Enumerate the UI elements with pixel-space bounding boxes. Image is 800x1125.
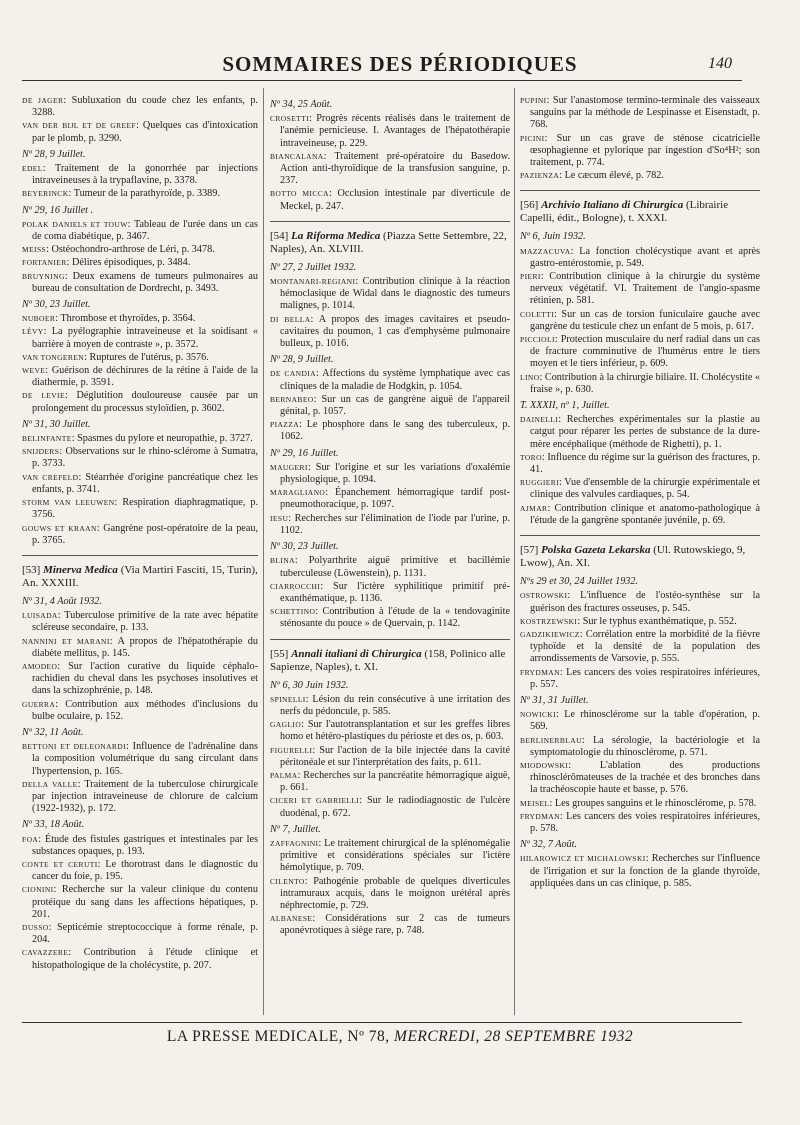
article-text: : Le thorotrast dans le diagnostic du cancer du foie, p. 195. xyxy=(32,858,258,883)
article-text: : Sur l'action de la bile injectée dans la cavité péritonéale et sur l'interprétation des faits, p. 611. xyxy=(280,744,510,768)
article-text: : Le rhinosclérome sur la table d'opération, p. 569. xyxy=(530,709,760,733)
issue-heading: Nº 30, 23 Juillet. xyxy=(22,299,91,311)
article-entry xyxy=(270,487,510,511)
article-entry xyxy=(520,629,760,666)
article-entry xyxy=(22,610,258,634)
article-entry xyxy=(22,636,258,660)
article-entry xyxy=(270,276,510,313)
article-author: EDEL xyxy=(22,164,43,174)
article-author: PIAZZA xyxy=(270,420,300,430)
article-author: ZAFFAGNINI xyxy=(270,838,319,848)
article-author: SNIJDERS xyxy=(22,447,60,457)
journal-heading xyxy=(520,199,760,225)
article-entry xyxy=(22,219,258,243)
article-text: : La sérologie, la bactériologie et la symptomatologie du rhinosclérome, p. 571. xyxy=(530,734,760,758)
article-entry xyxy=(520,372,760,396)
article-author: CONTE ET CERUTI xyxy=(22,859,98,869)
section-separator xyxy=(520,190,760,191)
article-text: : Sur un cas de torsion funiculaire gauche avec gangrène du testicule chez un enfant de 5 mois, p. 617. xyxy=(530,308,760,332)
article-text: : Observations sur le rhino-sclérome à Sumatra, p. 3733. xyxy=(32,446,258,470)
article-entry xyxy=(270,694,510,718)
journal-details: (Ul. Rutowskiego, 9, Lwow), An. XI. xyxy=(520,544,746,570)
article-text: : Contribution clinique à la réaction hémoclasique de Widal dans le diagnostic des tumeurs malignes, p. 1014. xyxy=(280,276,510,312)
article-entry xyxy=(22,472,258,496)
article-entry xyxy=(22,95,258,119)
journal-details: (158, Polinico alle Sapienze, Naples), t. XI. xyxy=(270,647,506,673)
journal-heading xyxy=(22,564,258,590)
column-middle xyxy=(270,95,510,939)
article-text: : Ruptures de l'utérus, p. 3576. xyxy=(84,351,209,363)
issue-heading: Nº 6, Juin 1932. xyxy=(520,231,586,243)
article-author: BEYERINCK xyxy=(22,189,69,199)
article-author: STORM VAN LEEUWEN xyxy=(22,498,115,508)
article-author: CIARROCCHI xyxy=(270,581,321,591)
article-entry xyxy=(22,922,258,946)
article-author: BERNABEO xyxy=(270,394,314,404)
article-author: ALBANESE xyxy=(270,914,313,924)
article-text: : Les cancers des voies respiratoires inférieures, p. 557. xyxy=(530,666,760,690)
article-entry xyxy=(22,699,258,723)
article-entry xyxy=(270,314,510,351)
article-entry xyxy=(22,326,258,350)
article-entry xyxy=(22,188,258,200)
column-divider xyxy=(514,88,515,1015)
article-text: : Délires épisodiques, p. 3484. xyxy=(66,257,191,269)
footer-date: MERCREDI, 28 SEPTEMBRE xyxy=(394,1028,596,1045)
issue-heading: Nº 31, 4 Août 1932. xyxy=(22,595,102,607)
article-author: PAZIENZA xyxy=(520,171,560,181)
article-text: : Sur l'ictère syphilitique primitif pré-exanthématique, p. 1136. xyxy=(280,580,510,604)
article-entry xyxy=(270,394,510,418)
article-entry xyxy=(270,606,510,630)
article-text: : Le traitement chirurgical de la splénomégalie primitive et considérations spéciales sur l'ictère hémolytique, p. 709. xyxy=(280,837,510,874)
article-entry xyxy=(270,513,510,537)
article-author: NUBOER xyxy=(22,314,56,324)
issue-heading: Nº 32, 7 Août. xyxy=(520,839,578,851)
journal-title: Minerva Medica xyxy=(43,563,118,576)
article-entry xyxy=(22,497,258,521)
article-text: : Considérations sur 2 cas de tumeurs aponévrotiques à siège rare, p. 748. xyxy=(280,913,510,937)
article-author: AMODEO xyxy=(22,661,58,671)
article-author: SPINELLI xyxy=(270,694,306,704)
article-text: : Sur un cas grave de sténose cicatricielle œsophagienne et pylorique par ingestion d'So⁴H²; son traitement, p. 774. xyxy=(530,132,760,169)
issue-heading: Nº 28, 9 Juillet. xyxy=(270,354,334,366)
article-entry xyxy=(22,834,258,858)
issue-heading: Nº 29, 16 Juillet . xyxy=(22,204,94,216)
article-author: DE LEVIE xyxy=(22,391,65,401)
article-entry xyxy=(520,246,760,270)
article-entry xyxy=(520,853,760,890)
article-author: CICERI ET GABRIELLI xyxy=(270,796,360,806)
article-entry xyxy=(22,244,258,256)
article-entry xyxy=(270,770,510,794)
column-left xyxy=(22,95,258,973)
journal-title: Annali italiani di Chirurgica xyxy=(291,647,422,660)
column-divider xyxy=(263,88,264,1015)
article-author: PICCIOLI xyxy=(520,335,555,345)
article-text: : A propos des images cavitaires et pseudo-cavitaires du poumon, 1 cas d'emphysème pulmonaire bulleux, p. 1016. xyxy=(280,313,510,350)
article-text: : Traitement de la gonorrhée par injections intraveineuses à la trypaflavine, p. 3378. xyxy=(32,163,258,187)
article-entry xyxy=(520,309,760,333)
section-separator xyxy=(270,221,510,222)
issue-heading: Nº 29, 16 Juillet. xyxy=(270,447,339,459)
article-entry xyxy=(22,313,258,325)
article-author: MEISS xyxy=(22,245,47,255)
article-text: : Sur l'action curative du liquide céphalo-rachidien du cheval dans les psychoses insolutives et dans la schizophrénie, p. 148. xyxy=(32,660,258,697)
article-entry xyxy=(22,120,258,144)
issue-heading: Nº 33, 18 Août. xyxy=(22,819,85,831)
article-entry xyxy=(22,741,258,778)
article-entry xyxy=(270,368,510,392)
article-text: : Épanchement hémorragique tardif post-pneumothoracique, p. 1097. xyxy=(280,487,510,511)
article-text: : Recherches sur l'élimination de l'iode par l'urine, p. 1102. xyxy=(280,512,510,536)
article-entry xyxy=(520,477,760,501)
article-entry xyxy=(520,414,760,451)
article-author: AJMAR xyxy=(520,503,548,513)
article-text: : Le phosphore dans le sang des tuberculeux, p. 1062. xyxy=(280,419,510,443)
article-author: MARAGLIANO xyxy=(270,488,326,498)
article-author: FORTANIER xyxy=(22,258,67,268)
issue-heading: Nº 31, 30 Juillet. xyxy=(22,418,91,430)
article-author: OSTROWSKI xyxy=(520,591,568,601)
article-text: : Polyarthrite aiguë primitive et bacillémie tuberculeuse (Löwenstein), p. 1131. xyxy=(280,555,510,579)
journal-heading xyxy=(270,230,510,256)
article-text: : L'influence de l'ostéo-synthèse sur la guérison des fractures osseuses, p. 545. xyxy=(530,590,760,614)
article-author: NOWICKI xyxy=(520,710,557,720)
journal-details: (Via Martiri Fasciti, 15, Turin), An. XXXIII. xyxy=(22,563,258,589)
article-entry xyxy=(22,271,258,295)
article-entry xyxy=(520,95,760,132)
article-text: : Vue d'ensemble de la chirurgie expérimentale et clinique des valvules cardiaques, p. 54. xyxy=(530,477,760,501)
article-entry xyxy=(22,365,258,389)
footer xyxy=(0,1028,800,1046)
article-author: GAGLIO xyxy=(270,720,302,730)
article-entry xyxy=(270,745,510,769)
article-author: DI BELLA xyxy=(270,314,311,324)
article-text: : Recherches expérimentales sur la plastie au catgut pour réparer les pertes de substance de la dure-mère encéphalique (méthode de Righetti), p. 1. xyxy=(530,414,760,450)
article-author: NANNINI ET MARANI xyxy=(22,636,110,646)
article-text: : Protection musculaire du nerf radial dans un cas de fracture comminutive de l'humérus entre le tiers moyen et le tiers inférieur, p. 609. xyxy=(530,334,760,370)
article-author: MIODOWSKI xyxy=(520,760,569,770)
article-entry xyxy=(520,271,760,308)
article-text: : Deux examens de tumeurs pulmonaires au bureau de consultation de Dordrecht, p. 3493. xyxy=(32,270,258,294)
article-text: : Déglutition douloureuse causée par un prolongement du processus styloïdien, p. 3602. xyxy=(32,390,259,414)
footer-publication: LA PRESSE MEDICALE, Nº 78, xyxy=(166,1028,390,1045)
article-entry xyxy=(520,133,760,170)
article-author: DAINELLI xyxy=(520,415,559,425)
article-text: : Corrélation entre la morbidité de la fièvre typhoïde et la densité de la population des arrondissements de Varsovie, p. 555. xyxy=(530,628,760,665)
article-author: CILENTO xyxy=(270,876,305,886)
section-separator xyxy=(270,639,510,640)
article-author: FIGURELLI xyxy=(270,745,313,755)
article-author: CAVAZZERE xyxy=(22,948,69,958)
article-entry xyxy=(22,433,258,445)
journal-heading xyxy=(520,544,760,570)
article-text: : Sur l'autotransplantation et sur les greffes libres homo et hétéro-plastiques du périoste et des os, p. 603. xyxy=(280,719,510,743)
article-entry xyxy=(520,811,760,835)
article-entry xyxy=(270,151,510,188)
article-text: : Lésion du rein consécutive à une irritation des nerfs du pédoncule, p. 585. xyxy=(280,693,510,717)
article-author: DUSSO xyxy=(22,922,49,932)
article-text: : Sur le radiodiagnostic de l'ulcère duodénal, p. 672. xyxy=(280,795,510,819)
article-author: MEISEL xyxy=(520,798,550,808)
article-author: CROSETTI xyxy=(270,114,310,124)
issue-heading: Nº 27, 2 Juillet 1932. xyxy=(270,261,357,273)
article-author: PALMA xyxy=(270,770,298,780)
column-right xyxy=(520,95,760,891)
article-entry xyxy=(520,735,760,759)
article-author: KOSTRZEWSKI xyxy=(520,616,578,626)
issue-heading: Nºs 29 et 30, 24 Juillet 1932. xyxy=(520,576,639,588)
article-text: : Stéarrhée d'origine pancréatique chez les enfants, p. 3741. xyxy=(32,471,258,495)
article-entry xyxy=(22,884,258,921)
article-author: COLETTI xyxy=(520,309,555,319)
article-text: : Contribution aux méthodes d'inclusions du bulbe oculaire, p. 152. xyxy=(32,698,258,722)
article-text: : Occlusion intestinale par diverticule de Meckel, p. 247. xyxy=(280,188,510,212)
article-text: : Progrès récents réalisés dans le traitement de l'anémie pernicieuse. I. Avantages de l'hépatothérapie intraveineuse, p. 229. xyxy=(280,113,510,149)
article-text: : Influence de l'adrénaline dans la composition volumétrique du sang circulant dans l'hypertension, p. 165. xyxy=(32,741,258,777)
journal-number: [53] xyxy=(22,563,41,576)
article-text: : Quelques cas d'intoxication par le plomb, p. 3290. xyxy=(32,120,258,144)
article-entry xyxy=(22,523,258,547)
article-text: : Le cæcum élevé, p. 782. xyxy=(559,170,664,182)
article-entry xyxy=(22,352,258,364)
issue-heading: T. XXXII, nº 1, Juillet. xyxy=(520,400,610,412)
article-entry xyxy=(520,667,760,691)
article-author: TORO xyxy=(520,452,542,462)
article-author: BETTONI ET DELEONARDI xyxy=(22,742,127,752)
journal-number: [56] xyxy=(520,199,539,212)
article-text: : Thrombose et thyroïdes, p. 3564. xyxy=(55,313,196,325)
issue-heading: Nº 34, 25 Août. xyxy=(270,99,333,110)
article-text: : Subluxation du coude chez les enfants, p. 3288. xyxy=(32,95,258,119)
article-text: : Les cancers des voies respiratoires inférieures, p. 578. xyxy=(530,810,760,834)
article-entry xyxy=(22,661,258,698)
article-entry xyxy=(22,947,258,971)
article-entry xyxy=(22,390,258,414)
article-entry xyxy=(22,257,258,269)
article-text: : La pyélographie intraveineuse et la soidisant « barrière à moyen de contraste », p. 3572. xyxy=(32,326,258,350)
journal-title: La Riforma Medica xyxy=(291,229,381,242)
issue-heading: Nº 6, 30 Juin 1932. xyxy=(270,679,349,691)
article-entry xyxy=(22,859,258,883)
article-text: : Contribution à l'étude de la « tendovaginite sténosante du pouce » de Quervain, p. 1142. xyxy=(280,606,510,630)
article-author: SCHETTINO xyxy=(270,607,316,617)
article-entry xyxy=(270,876,510,913)
article-text: : Spasmes du pylore et neuropathie, p. 3727. xyxy=(71,433,253,445)
article-text: : Respiration diaphragmatique, p. 3756. xyxy=(32,497,258,521)
article-author: DELLA VALLE xyxy=(22,779,78,789)
article-author: PUPINI xyxy=(520,96,547,105)
article-text: : La fonction cholécystique avant et après gastro-entérostomie, p. 549. xyxy=(530,245,760,269)
article-entry xyxy=(520,616,760,628)
article-entry xyxy=(520,709,760,733)
article-author: FRYDMAN xyxy=(520,811,560,821)
article-text: : Traitement de la tuberculose chirurgicale par injection intraveineuse de chlorure de calcium (1922-1932), p. 172. xyxy=(32,778,258,815)
article-text: : Recherches sur l'influence de l'irrigation et sur la fonction de la glande thyroïde, appliquées dans un cas clinique, p. 585. xyxy=(530,853,760,889)
article-text: : Contribution à la chirurgie biliaire. II. Cholécystite « fraise », p. 630. xyxy=(530,371,761,395)
article-entry xyxy=(22,779,258,816)
article-author: CIONINI xyxy=(22,885,54,895)
article-entry xyxy=(270,555,510,579)
section-separator xyxy=(22,555,258,556)
journal-title: Archivio Italiano di Chirurgica xyxy=(541,199,684,212)
article-entry xyxy=(520,170,760,182)
article-text: : Septicémie streptococcique à forme rénale, p. 204. xyxy=(32,921,258,946)
article-entry xyxy=(22,163,258,187)
journal-number: [55] xyxy=(270,647,289,660)
page-title: SOMMAIRES DES PÉRIODIQUES xyxy=(222,52,578,76)
article-entry xyxy=(270,913,510,937)
article-author: LÉVY xyxy=(22,327,44,337)
header-rule xyxy=(22,80,742,81)
article-author: PIERI xyxy=(520,272,541,282)
article-author: GADZIKIEWICZ xyxy=(520,629,580,639)
article-author: DE JAGER xyxy=(22,96,64,105)
article-text: : Les groupes sanguins et le rhinosclérome, p. 578. xyxy=(549,797,757,809)
article-entry xyxy=(520,452,760,476)
article-text: : Sur l'origine et sur les variations d'oxalémie physiologique, p. 1094. xyxy=(280,461,510,486)
article-entry xyxy=(520,590,760,614)
article-author: BIANCALANA xyxy=(270,151,324,161)
article-author: VAN TONGEREN xyxy=(22,352,85,362)
article-text: : Tumeur de la parathyroïde, p. 3389. xyxy=(68,188,220,200)
article-text: : Recherche sur la valeur clinique du contenu protéique du sang dans les affections hépatiques, p. 201. xyxy=(32,884,258,920)
article-author: IESU xyxy=(270,513,289,523)
article-entry xyxy=(270,419,510,443)
article-author: WEVE xyxy=(22,366,46,376)
article-author: LUISADA xyxy=(22,611,58,621)
article-author: GUERRA xyxy=(22,699,56,709)
article-text: : Contribution à l'étude clinique et histopathologique de la cholécystite, p. 207. xyxy=(32,947,258,971)
article-text: : Sur l'anastomose termino-terminale des vaisseaux sanguins par la méthode de Lespinasse et Eisenstadt, p. 768. xyxy=(530,95,760,131)
journal-heading xyxy=(270,648,510,674)
article-entry xyxy=(270,188,510,212)
article-author: DE CANDIA xyxy=(270,369,316,379)
issue-heading: Nº 31, 31 Juillet. xyxy=(520,694,589,706)
article-author: VAN DER BIJL ET DE GREEF xyxy=(22,121,137,131)
article-text: : Contribution clinique et anatomo-pathologique à l'étude de la gangrène spontanée juvénile, p. 69. xyxy=(530,502,760,526)
article-entry xyxy=(520,760,760,797)
article-text: : Sur le typhus exanthématique, p. 552. xyxy=(577,615,737,627)
article-author: VAN CREFELD xyxy=(22,472,79,482)
article-author: GOUWS ET KRAAN xyxy=(22,523,97,533)
article-entry xyxy=(270,113,510,150)
section-separator xyxy=(520,535,760,536)
article-text: : Tableau de l'urée dans un cas de coma diabétique, p. 3467. xyxy=(32,218,258,243)
article-text: : L'ablation des productions rhinosclérômateuses de la trachée et des bronches dans la trachéoscopie haute et basse, p. 576. xyxy=(530,759,760,796)
article-author: POLAK DANIELS ET TOUW xyxy=(22,219,128,229)
article-entry xyxy=(270,795,510,819)
issue-heading: Nº 32, 11 Août. xyxy=(22,726,84,738)
footer-rule xyxy=(22,1022,742,1023)
article-entry xyxy=(520,503,760,527)
article-entry xyxy=(520,798,760,810)
journal-number: [57] xyxy=(520,544,539,557)
article-author: BLINA xyxy=(270,556,295,566)
page-number: 140 xyxy=(708,55,732,72)
journal-title: Polska Gazeta Lekarska xyxy=(541,544,651,557)
article-author: BRUYNING xyxy=(22,271,65,281)
article-text: : Ostéochondro-arthrose de Léri, p. 3478. xyxy=(46,244,215,256)
article-author: BOTTO MICCA xyxy=(270,189,329,199)
article-author: PICINI xyxy=(520,133,545,143)
article-text: : Affections du système lymphatique avec cas cliniques de la maladie de Hodgkin, p. 1054. xyxy=(280,368,510,392)
article-text: : Guérison de déchirures de la rétine à l'aide de la diathermie, p. 3591. xyxy=(32,365,258,389)
article-text: : Contribution clinique à la chirurgie du système nerveux végétatif. VI. Traitement de l'angio-spasme rétinien, p. 581. xyxy=(530,271,760,307)
article-entry xyxy=(270,838,510,875)
issue-heading: Nº 28, 9 Juillet. xyxy=(22,148,86,160)
article-author: BELINFANTE xyxy=(22,434,72,444)
article-author: MONTANARI-REGIANI xyxy=(270,277,356,287)
article-entry xyxy=(270,462,510,486)
article-entry xyxy=(520,334,760,371)
article-author: MAUGERI xyxy=(270,462,308,472)
article-entry xyxy=(270,719,510,743)
article-text: : Influence du régime sur la guérison des fractures, p. 41. xyxy=(530,451,760,476)
article-text: : Pathogénie probable de quelques diverticules intramuraux acquis, dans le moignon urétéral après néphrectomie, p. 729. xyxy=(280,875,510,911)
article-author: BERLINERBLAU xyxy=(520,735,582,745)
journal-details: (Piazza Sette Settembre, 22, Naples), An. XLVIII. xyxy=(270,229,507,255)
journal-details: (Librairie Capelli, édit., Bologne), t. XXXI. xyxy=(520,199,729,225)
journal-number: [54] xyxy=(270,229,289,242)
article-entry xyxy=(270,581,510,605)
issue-heading: Nº 30, 23 Juillet. xyxy=(270,541,339,553)
article-entry xyxy=(22,446,258,470)
article-author: FOA xyxy=(22,834,39,844)
article-text: : Recherches sur la pancréatite hémorragique aiguë, p. 661. xyxy=(280,769,510,794)
article-author: RUGGIERI xyxy=(520,478,560,488)
article-text: : A propos de l'hépatothérapie du diabète mellitus, p. 145. xyxy=(32,635,258,659)
article-text: : Tuberculose primitive de la rate avec hépatite scléreuse secondaire, p. 133. xyxy=(32,610,258,634)
issue-heading: Nº 7, Juillet. xyxy=(270,823,321,835)
article-author: LINO xyxy=(520,372,540,382)
article-author: HILAROWICZ ET MICHALOWSKI xyxy=(520,854,646,864)
article-text: : Étude des fistules gastriques et intestinales par les substances opaques, p. 193. xyxy=(32,833,258,857)
article-text: : Traitement pré-opératoire du Basedow. Action anti-thyroïdique de la transfusion sanguine, p. 237. xyxy=(280,150,510,187)
article-author: FRYDMAN xyxy=(520,667,560,677)
article-author: MAZZACUVA xyxy=(520,246,571,256)
footer-year: 1932 xyxy=(600,1028,634,1045)
article-text: : Sur un cas de gangrène aiguë de l'appareil génital, p. 1057. xyxy=(280,393,510,418)
article-text: : Gangrène post-opératoire de la peau, p. 3765. xyxy=(32,522,258,546)
